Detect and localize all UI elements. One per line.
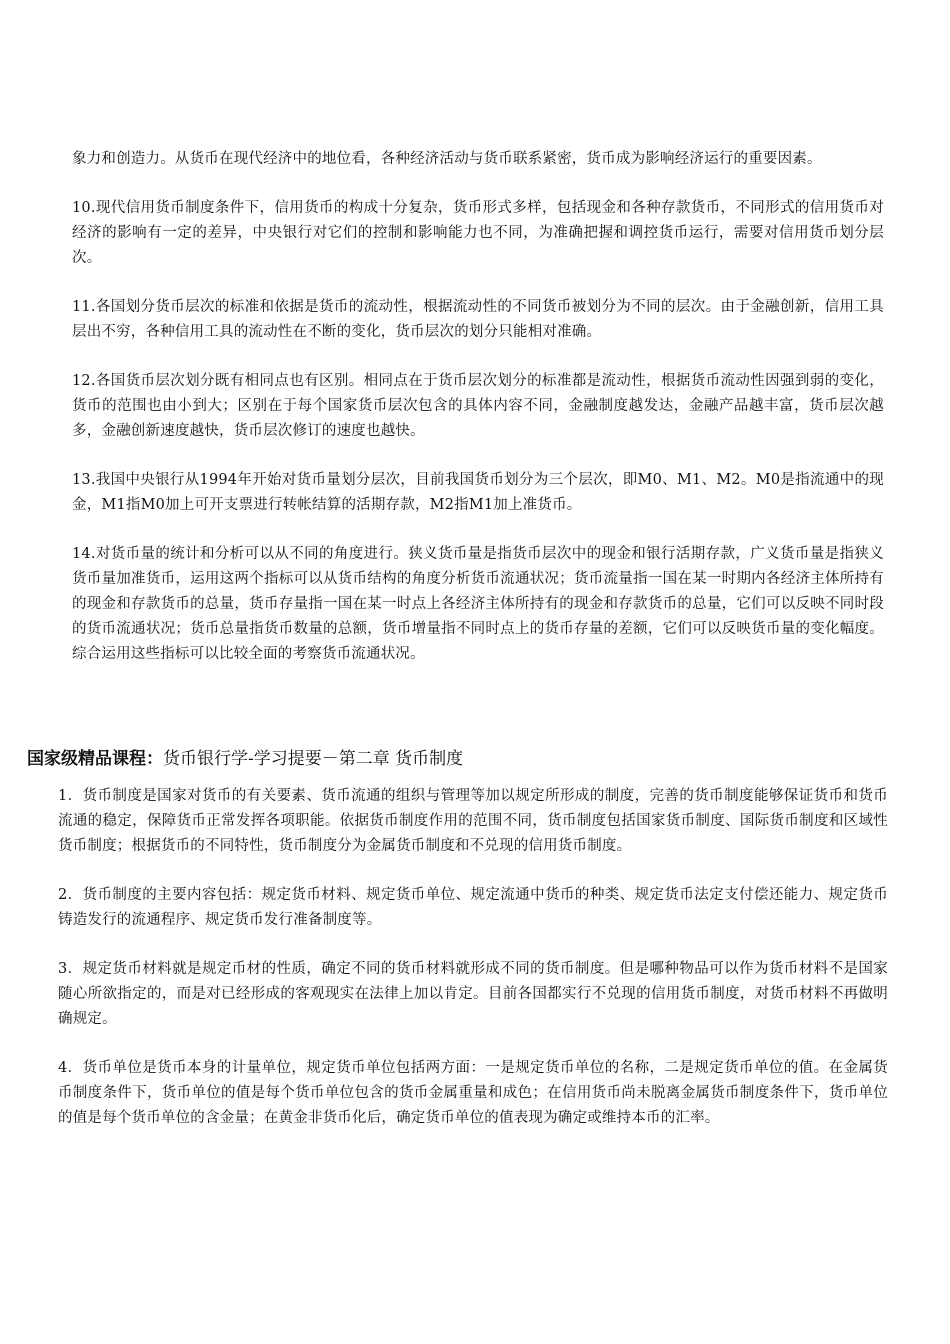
- top-text-block: [72, 147, 884, 691]
- chapter-paragraph-1: 1．货币制度是国家对货币的有关要素、货币流通的组织与管理等加以规定所形成的制度，完善的货币制度能够保证货币和货币流通的稳定，保障货币正常发挥各项职能。依据货币制度作用的范围不同，货币制度包括国家货币制度、国际货币制度和区域性货币制度；根据货币的不同特性，货币制度分为金属货币制度和不兑现的信用货币制度。: [58, 788, 888, 854]
- paragraph-continued: 象力和创造力。从货币在现代经济中的地位看，各种经济活动与货币联系紧密，货币成为影响经济运行的重要因素。: [72, 151, 822, 167]
- paragraph-11: 11.各国划分货币层次的标准和依据是货币的流动性，根据流动性的不同货币被划分为不同的层次。由于金融创新，信用工具层出不穷，各种信用工具的流动性在不断的变化，货币层次的划分只能相对准确。: [72, 299, 884, 340]
- chapter-paragraph-4: 4．货币单位是货币本身的计量单位，规定货币单位包括两方面：一是规定货币单位的名称，二是规定货币单位的值。在金属货币制度条件下，货币单位的值是每个货币单位包含的货币金属重量和成色；在信用货币尚未脱离金属货币制度条件下，货币单位的值是每个货币单位的含金量；在黄金非货币化后，确定货币单位的值表现为确定或维持本币的汇率。: [58, 1060, 888, 1126]
- section-heading-label: 国家级精品课程：: [27, 749, 163, 769]
- section-heading: [27, 745, 907, 773]
- paragraph-10: 10.现代信用货币制度条件下，信用货币的构成十分复杂，货币形式多样，包括现金和各种存款货币，不同形式的信用货币对经济的影响有一定的差异，中央银行对它们的控制和影响能力也不同，为准确把握和调控货币运行，需要对信用货币划分层次。: [72, 200, 884, 266]
- paragraph-13: 13.我国中央银行从1994年开始对货币量划分层次，目前我国货币划分为三个层次，即M0、M1、M2。M0是指流通中的现金，M1指M0加上可开支票进行转帐结算的活期存款，M2指M1加上准货币。: [72, 472, 884, 513]
- chapter-paragraph-2: 2．货币制度的主要内容包括：规定货币材料、规定货币单位、规定流通中货币的种类、规定货币法定支付偿还能力、规定货币铸造发行的流通程序、规定货币发行准备制度等。: [58, 887, 888, 928]
- section-heading-title: 货币银行学-学习提要－第二章 货币制度: [163, 749, 464, 769]
- chapter-paragraph-3: 3．规定货币材料就是规定币材的性质，确定不同的货币材料就形成不同的货币制度。但是哪种物品可以作为货币材料不是国家随心所欲指定的，而是对已经形成的客观现实在法律上加以肯定。目前各国都实行不兑现的信用货币制度，对货币材料不再做明确规定。: [58, 961, 888, 1027]
- chapter-text-block: [58, 784, 888, 1155]
- paragraph-12: 12.各国货币层次划分既有相同点也有区别。相同点在于货币层次划分的标准都是流动性，根据货币流动性因强到弱的变化，货币的范围也由小到大；区别在于每个国家货币层次包含的具体内容不同，金融制度越发达，金融产品越丰富，货币层次越多，金融创新速度越快，货币层次修订的速度也越快。: [72, 373, 884, 439]
- paragraph-14: 14.对货币量的统计和分析可以从不同的角度进行。狭义货币量是指货币层次中的现金和银行活期存款，广义货币量是指狭义货币量加准货币，运用这两个指标可以从货币结构的角度分析货币流通状况；货币流量指一国在某一时期内各经济主体所持有的现金和存款货币的总量，货币存量指一国在某一时点上各经济主体所持有的现金和存款货币的总量，它们可以反映不同时段的货币流通状况；货币总量指货币数量的总额，货币增量指不同时点上的货币存量的差额，它们可以反映货币量的变化幅度。综合运用这些指标可以比较全面的考察货币流通状况。: [72, 546, 884, 662]
